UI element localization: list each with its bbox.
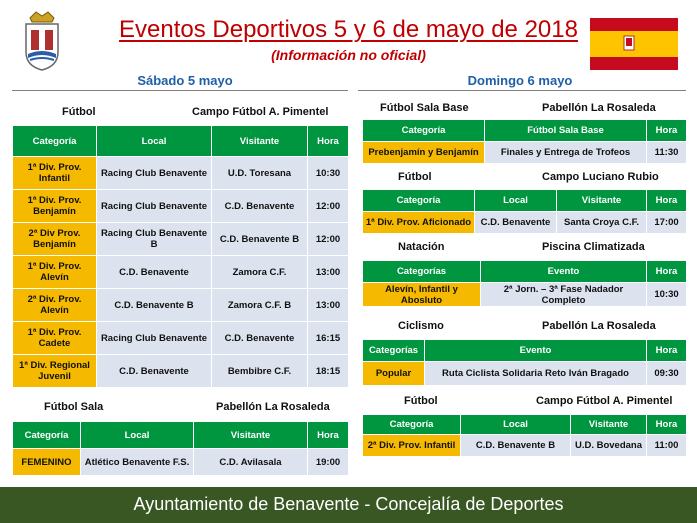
table-row bbox=[13, 322, 349, 355]
event-cell: Ruta Ciclista Solidaria Reto Iván Bragado bbox=[425, 362, 647, 386]
time-cell: 13:00 bbox=[308, 256, 349, 289]
time-cell: 17:00 bbox=[647, 212, 687, 234]
table-row bbox=[13, 157, 349, 190]
sun-natacion-table bbox=[362, 260, 687, 307]
local-cell: C.D. Benavente bbox=[97, 355, 212, 388]
sat-futbol-table bbox=[12, 125, 349, 388]
category-cell: Prebenjamín y Benjamín bbox=[363, 142, 485, 164]
table-header-row bbox=[13, 422, 349, 449]
column-header: Local bbox=[475, 190, 557, 212]
category-cell: FEMENINO bbox=[13, 449, 81, 476]
table-header-row bbox=[363, 340, 687, 362]
visitor-cell: C.D. Benavente bbox=[212, 322, 308, 355]
page-subtitle: (Información no oficial) bbox=[271, 47, 426, 63]
table-row bbox=[13, 289, 349, 322]
local-cell: Racing Club Benavente bbox=[97, 157, 212, 190]
table-header-row bbox=[363, 120, 687, 142]
local-cell: Racing Club Benavente bbox=[97, 322, 212, 355]
sat-futbol-sala-title: Fútbol Sala bbox=[44, 401, 104, 413]
column-header: Local bbox=[461, 415, 571, 435]
column-header: Hora bbox=[647, 120, 687, 142]
category-cell: 1ª Div. Prov. Benjamín bbox=[13, 190, 97, 223]
table-header-row bbox=[363, 415, 687, 435]
time-cell: 12:00 bbox=[308, 190, 349, 223]
column-header: Categoría bbox=[13, 422, 81, 449]
table-row bbox=[363, 212, 687, 234]
table-row bbox=[363, 142, 687, 164]
saturday-heading: Sábado 5 mayo bbox=[137, 73, 233, 88]
local-cell: Atlético Benavente F.S. bbox=[81, 449, 194, 476]
time-cell: 12:00 bbox=[308, 223, 349, 256]
saturday-divider bbox=[12, 90, 348, 91]
sun-futbol-sala-base-title: Fútbol Sala Base bbox=[380, 102, 469, 114]
column-header: Hora bbox=[647, 415, 687, 435]
sat-futbol-sala-venue: Pabellón La Rosaleda bbox=[216, 401, 330, 413]
category-cell: Alevín, Infantil y Abosluto bbox=[363, 283, 481, 307]
visitor-cell: C.D. Benavente B bbox=[212, 223, 308, 256]
sat-futbol-sala-table bbox=[12, 421, 349, 476]
category-cell: 1ª Div. Prov. Infantil bbox=[13, 157, 97, 190]
local-cell: Racing Club Benavente B bbox=[97, 223, 212, 256]
column-header: Hora bbox=[308, 422, 349, 449]
table-header-row bbox=[363, 190, 687, 212]
sat-futbol-title: Fútbol bbox=[62, 106, 96, 118]
local-cell: C.D. Benavente bbox=[97, 256, 212, 289]
table-row bbox=[363, 362, 687, 386]
footer-banner: Ayuntamiento de Benavente - Concejalía de Deportes bbox=[0, 487, 697, 523]
local-cell: C.D. Benavente B bbox=[97, 289, 212, 322]
sun-ciclismo-title: Ciclismo bbox=[398, 320, 444, 332]
table-row bbox=[13, 190, 349, 223]
time-cell: 11:00 bbox=[647, 435, 687, 457]
visitor-cell: U.D. Toresana bbox=[212, 157, 308, 190]
sun-futbol2-title: Fútbol bbox=[404, 395, 438, 407]
column-header: Visitante bbox=[571, 415, 647, 435]
column-header: Evento bbox=[481, 261, 647, 283]
time-cell: 09:30 bbox=[647, 362, 687, 386]
column-header: Hora bbox=[308, 126, 349, 157]
column-header: Visitante bbox=[194, 422, 308, 449]
column-header: Hora bbox=[647, 261, 687, 283]
table-row bbox=[13, 223, 349, 256]
column-header: Fútbol Sala Base bbox=[485, 120, 647, 142]
sunday-heading: Domingo 6 mayo bbox=[467, 73, 573, 88]
time-cell: 10:30 bbox=[308, 157, 349, 190]
table-row bbox=[13, 256, 349, 289]
column-header: Local bbox=[81, 422, 194, 449]
column-header: Categoría bbox=[363, 415, 461, 435]
page-title: Eventos Deportivos 5 y 6 de mayo de 2018 bbox=[119, 16, 578, 43]
event-cell: Finales y Entrega de Trofeos bbox=[485, 142, 647, 164]
local-cell: C.D. Benavente bbox=[475, 212, 557, 234]
sun-futbol2-venue: Campo Fútbol A. Pimentel bbox=[536, 395, 673, 407]
local-cell: Racing Club Benavente bbox=[97, 190, 212, 223]
table-row bbox=[13, 449, 349, 476]
visitor-cell: U.D. Bovedana bbox=[571, 435, 647, 457]
event-cell: 2ª Jorn. – 3ª Fase Nadador Completo bbox=[481, 283, 647, 307]
time-cell: 16:15 bbox=[308, 322, 349, 355]
column-header: Visitante bbox=[557, 190, 647, 212]
table-header-row bbox=[13, 126, 349, 157]
category-cell: 1ª Div. Prov. Aficionado bbox=[363, 212, 475, 234]
sunday-divider bbox=[358, 90, 686, 91]
table-row bbox=[363, 435, 687, 457]
table-row bbox=[13, 355, 349, 388]
category-cell: 2ª Div. Prov. Alevín bbox=[13, 289, 97, 322]
visitor-cell: C.D. Avilasala bbox=[194, 449, 308, 476]
sun-natacion-title: Natación bbox=[398, 241, 445, 253]
visitor-cell: Bembibre C.F. bbox=[212, 355, 308, 388]
visitor-cell: Zamora C.F. B bbox=[212, 289, 308, 322]
time-cell: 11:30 bbox=[647, 142, 687, 164]
sun-natacion-venue: Piscina Climatizada bbox=[542, 241, 645, 253]
time-cell: 13:00 bbox=[308, 289, 349, 322]
time-cell: 18:15 bbox=[308, 355, 349, 388]
column-header: Categoría bbox=[363, 120, 485, 142]
column-header: Categoría bbox=[363, 190, 475, 212]
time-cell: 19:00 bbox=[308, 449, 349, 476]
column-header: Categoría bbox=[13, 126, 97, 157]
time-cell: 10:30 bbox=[647, 283, 687, 307]
column-header: Evento bbox=[425, 340, 647, 362]
local-cell: C.D. Benavente B bbox=[461, 435, 571, 457]
sun-futbol-table bbox=[362, 189, 687, 234]
sun-futbol2-table bbox=[362, 414, 687, 457]
column-header: Hora bbox=[647, 190, 687, 212]
category-cell: 2ª Div. Prov. Infantil bbox=[363, 435, 461, 457]
sun-futbol-sala-base-venue: Pabellón La Rosaleda bbox=[542, 102, 656, 114]
column-header: Categorías bbox=[363, 261, 481, 283]
sun-ciclismo-venue: Pabellón La Rosaleda bbox=[542, 320, 656, 332]
sun-ciclismo-table bbox=[362, 339, 687, 386]
column-header: Local bbox=[97, 126, 212, 157]
sun-futbol-venue: Campo Luciano Rubio bbox=[542, 171, 659, 183]
category-cell: 2ª Div Prov. Benjamín bbox=[13, 223, 97, 256]
sat-futbol-venue: Campo Fútbol A. Pimentel bbox=[192, 106, 329, 118]
category-cell: 1ª Div. Prov. Alevín bbox=[13, 256, 97, 289]
sun-futbol-title: Fútbol bbox=[398, 171, 432, 183]
visitor-cell: C.D. Benavente bbox=[212, 190, 308, 223]
sun-futbol-sala-base-table bbox=[362, 119, 687, 164]
table-header-row bbox=[363, 261, 687, 283]
visitor-cell: Santa Croya C.F. bbox=[557, 212, 647, 234]
column-header: Visitante bbox=[212, 126, 308, 157]
table-row bbox=[363, 283, 687, 307]
category-cell: Popular bbox=[363, 362, 425, 386]
category-cell: 1ª Div. Regional Juvenil bbox=[13, 355, 97, 388]
category-cell: 1ª Div. Prov. Cadete bbox=[13, 322, 97, 355]
column-header: Categorías bbox=[363, 340, 425, 362]
visitor-cell: Zamora C.F. bbox=[212, 256, 308, 289]
column-header: Hora bbox=[647, 340, 687, 362]
